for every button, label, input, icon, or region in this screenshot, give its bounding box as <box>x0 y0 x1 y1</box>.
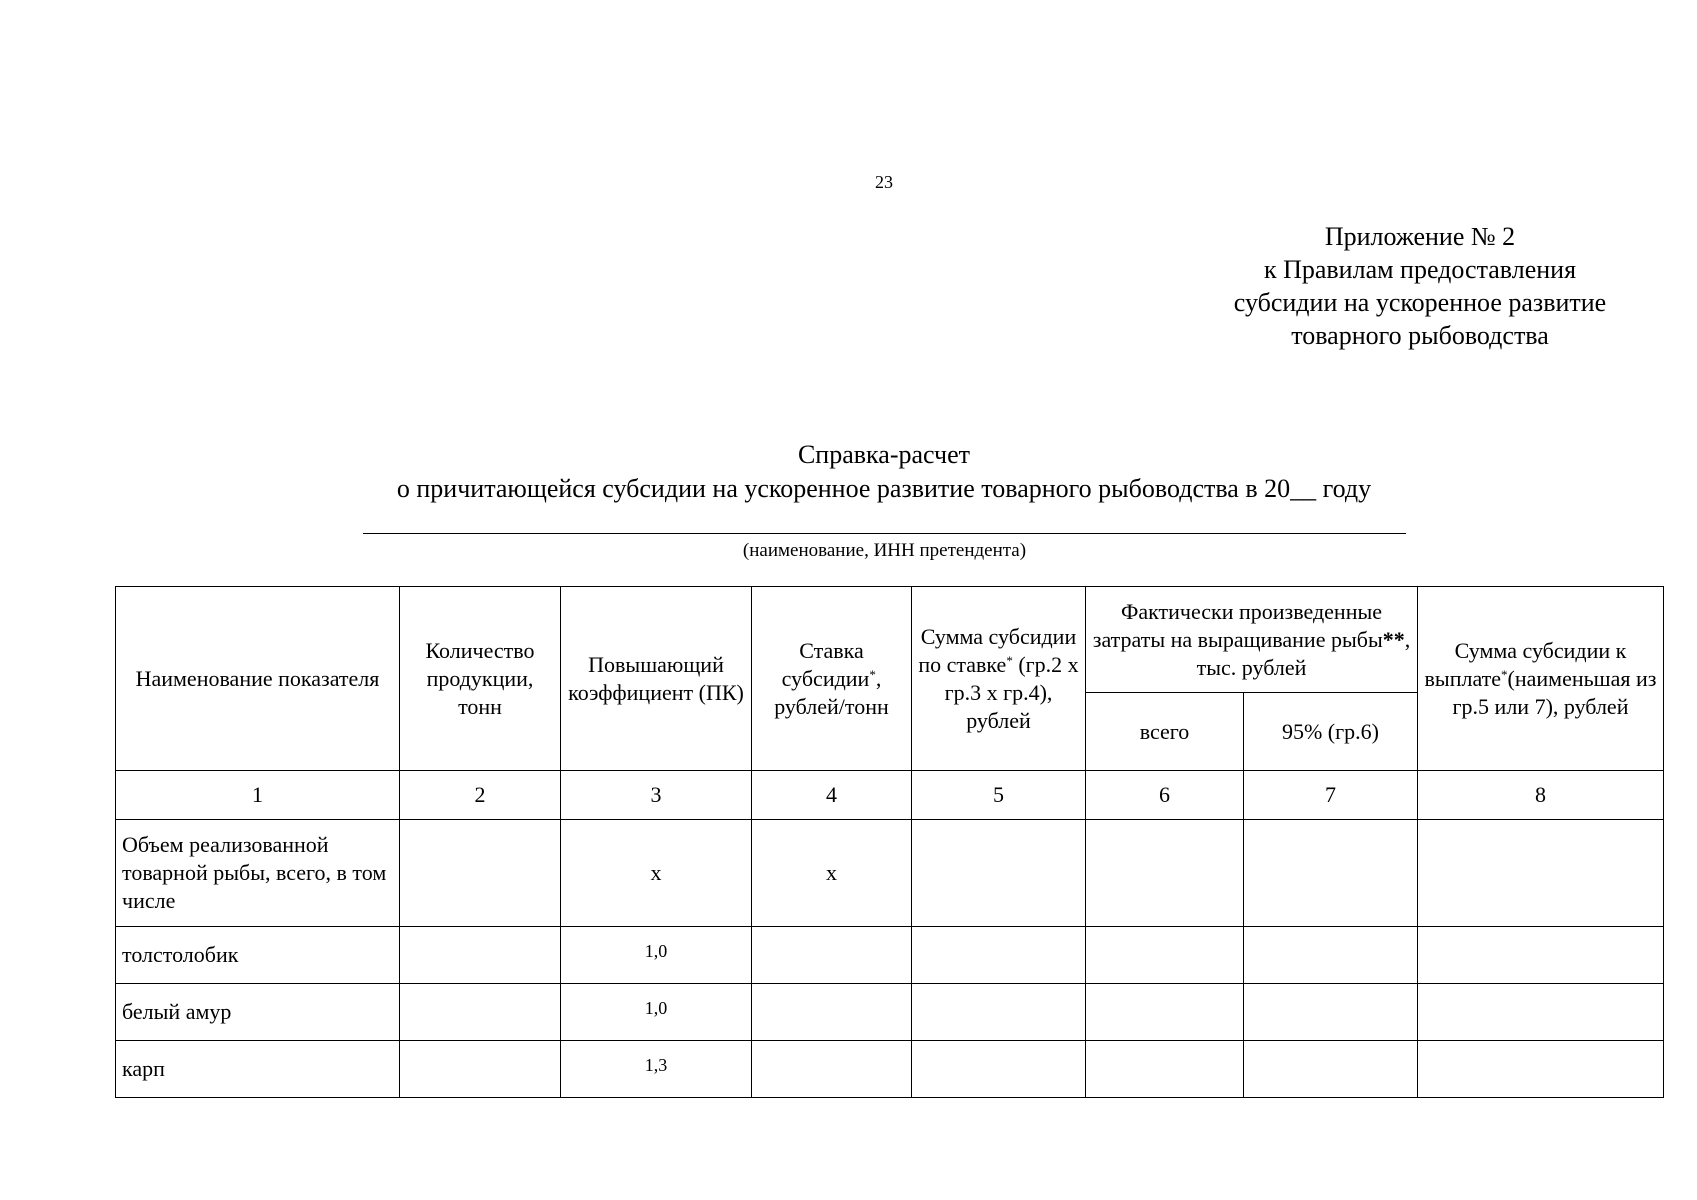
costs-total-cell[interactable] <box>1086 927 1244 984</box>
quantity-cell[interactable] <box>400 984 561 1041</box>
applicant-name-line[interactable] <box>363 533 1406 562</box>
row-name: белый амур <box>116 984 400 1041</box>
costs-total-cell[interactable] <box>1086 820 1244 927</box>
footnote-mark: * <box>869 666 876 682</box>
header-coefficient: Повышающий коэффициент (ПК) <box>561 587 752 771</box>
row-name: Объем реализованной товарной рыбы, всего, в том числе <box>116 820 400 927</box>
table-row <box>116 927 1664 984</box>
appendix-line: товарного рыбоводства <box>1291 321 1549 350</box>
rate-cell[interactable] <box>752 984 912 1041</box>
table-row <box>116 820 1664 927</box>
column-number: 5 <box>912 771 1086 820</box>
header-subsidy-sum: Сумма субсидии по ставке* (гр.2 х гр.3 х гр.4), рублей <box>912 587 1086 771</box>
table-row <box>116 1041 1664 1098</box>
costs-95-cell[interactable] <box>1244 1041 1418 1098</box>
costs-total-cell[interactable] <box>1086 984 1244 1041</box>
calculation-table <box>115 586 1664 1098</box>
header-quantity: Количество продукции, тонн <box>400 587 561 771</box>
appendix-line: субсидии на ускоренное развитие <box>1233 288 1607 317</box>
header-indicator-name: Наименование показателя <box>116 587 400 771</box>
table-row <box>116 984 1664 1041</box>
sum-rate-cell[interactable] <box>912 1041 1086 1098</box>
quantity-cell[interactable] <box>400 820 561 927</box>
sum-rate-cell[interactable] <box>912 820 1086 927</box>
column-number: 7 <box>1244 771 1418 820</box>
row-name: карп <box>116 1041 400 1098</box>
payout-cell[interactable] <box>1418 927 1664 984</box>
column-number: 3 <box>561 771 752 820</box>
costs-95-cell[interactable] <box>1244 820 1418 927</box>
coefficient-cell: 1,3 <box>561 1041 752 1098</box>
costs-total-cell[interactable] <box>1086 1041 1244 1098</box>
sum-rate-cell[interactable] <box>912 927 1086 984</box>
header-actual-costs: Фактически произведенные затраты на выращивание рыбы**, тыс. рублей <box>1086 587 1418 693</box>
column-number: 8 <box>1418 771 1664 820</box>
payout-cell[interactable] <box>1418 820 1664 927</box>
sum-rate-cell[interactable] <box>912 984 1086 1041</box>
payout-cell[interactable] <box>1418 984 1664 1041</box>
column-number-row <box>116 771 1664 820</box>
appendix-line: Приложение № 2 <box>1324 222 1516 251</box>
column-number: 6 <box>1086 771 1244 820</box>
coefficient-cell: х <box>561 820 752 927</box>
column-number: 2 <box>400 771 561 820</box>
costs-95-cell[interactable] <box>1244 927 1418 984</box>
rate-cell[interactable] <box>752 1041 912 1098</box>
appendix-line: к Правилам предоставления <box>1263 255 1577 284</box>
header-subsidy-rate: Ставка субсидии*, рублей/тонн <box>752 587 912 771</box>
rate-cell: х <box>752 820 912 927</box>
coefficient-cell: 1,0 <box>561 984 752 1041</box>
document-title <box>0 438 1697 506</box>
page-number: 23 <box>875 172 893 192</box>
header-costs-total: всего <box>1086 693 1244 771</box>
coefficient-cell: 1,0 <box>561 927 752 984</box>
appendix-header <box>1190 220 1650 352</box>
header-costs-95: 95% (гр.6) <box>1244 693 1418 771</box>
column-number: 1 <box>116 771 400 820</box>
column-number: 4 <box>752 771 912 820</box>
title-line-1: Справка-расчет <box>797 440 971 469</box>
footnote-mark: * <box>1006 652 1013 668</box>
costs-95-cell[interactable] <box>1244 984 1418 1041</box>
applicant-caption: (наименование, ИНН претендента) <box>742 540 1027 561</box>
quantity-cell[interactable] <box>400 927 561 984</box>
row-name: толстолобик <box>116 927 400 984</box>
rate-cell[interactable] <box>752 927 912 984</box>
payout-cell[interactable] <box>1418 1041 1664 1098</box>
title-line-2: о причитающейся субсидии на ускоренное развитие товарного рыбоводства в 20__ году <box>396 474 1372 503</box>
quantity-cell[interactable] <box>400 1041 561 1098</box>
footnote-mark: * <box>1501 666 1508 682</box>
footnote-mark: ** <box>1382 626 1405 652</box>
header-payout: Сумма субсидии к выплате*(наименьшая из гр.5 или 7), рублей <box>1418 587 1664 771</box>
